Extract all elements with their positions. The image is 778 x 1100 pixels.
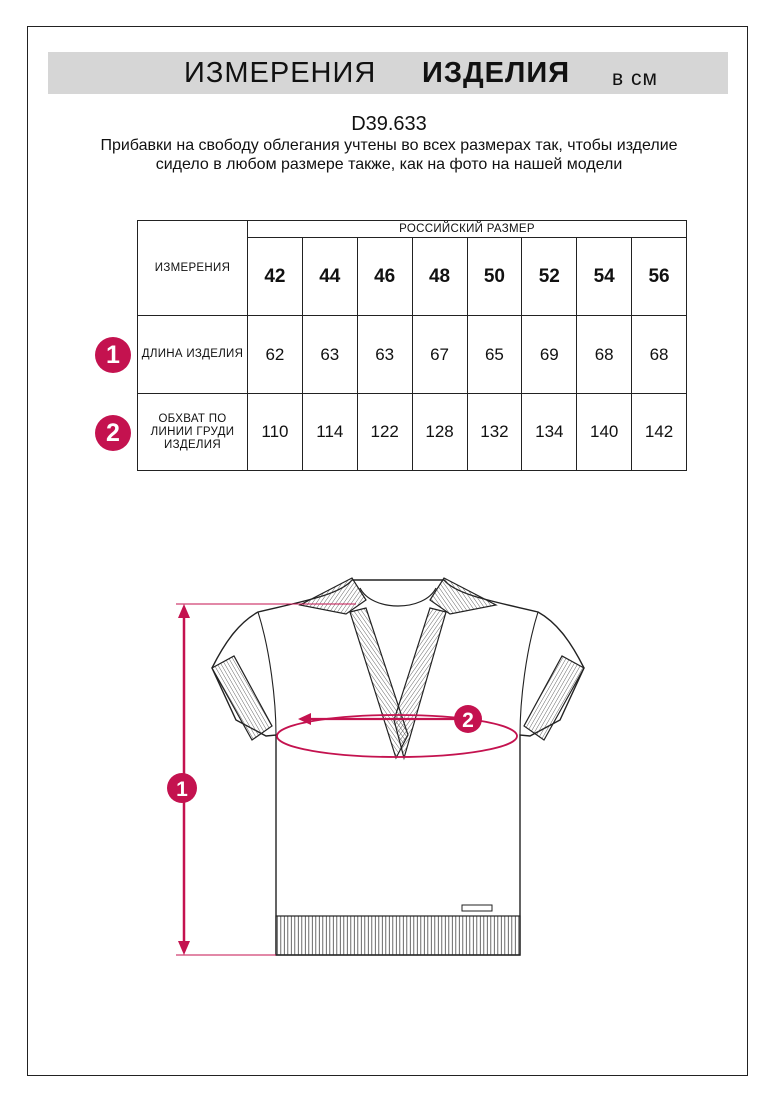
header-measure-word: ИЗМЕРЕНИЯ bbox=[184, 57, 377, 89]
value-cell: 68 bbox=[577, 316, 632, 394]
size-cell: 54 bbox=[577, 238, 632, 316]
length-marker-badge: 1 bbox=[95, 337, 131, 373]
value-cell: 69 bbox=[522, 316, 577, 394]
fit-note: Прибавки на свободу облегания учтены во всех размерах так, чтобы изделие сидело в любом размере также, как на фото на нашей модели bbox=[100, 137, 678, 173]
value-cell: 62 bbox=[248, 316, 303, 394]
row-label-length: ДЛИНА ИЗДЕЛИЯ bbox=[138, 316, 248, 394]
length-arrow-head-top bbox=[178, 604, 190, 618]
value-cell: 67 bbox=[412, 316, 467, 394]
value-cell: 68 bbox=[632, 316, 687, 394]
chest-marker-badge: 2 bbox=[95, 415, 131, 451]
size-cell: 52 bbox=[522, 238, 577, 316]
header-unit: в см bbox=[612, 67, 658, 90]
value-cell: 63 bbox=[302, 316, 357, 394]
chest-marker-text: 2 bbox=[462, 709, 474, 732]
value-cell: 110 bbox=[248, 394, 303, 471]
size-cell: 48 bbox=[412, 238, 467, 316]
header-item-word: ИЗДЕЛИЯ bbox=[422, 57, 571, 89]
value-cell: 122 bbox=[357, 394, 412, 471]
hem-rib bbox=[276, 916, 520, 955]
size-cell: 44 bbox=[302, 238, 357, 316]
value-cell: 128 bbox=[412, 394, 467, 471]
value-cell: 65 bbox=[467, 316, 522, 394]
size-cell: 56 bbox=[632, 238, 687, 316]
value-cell: 142 bbox=[632, 394, 687, 471]
value-cell: 114 bbox=[302, 394, 357, 471]
corner-label: ИЗМЕРЕНИЯ bbox=[138, 221, 248, 316]
length-arrow-head-bottom bbox=[178, 941, 190, 955]
value-cell: 132 bbox=[467, 394, 522, 471]
size-cell: 46 bbox=[357, 238, 412, 316]
row-label-chest: ОБХВАТ ПО ЛИНИИ ГРУДИ ИЗДЕЛИЯ bbox=[138, 394, 248, 471]
value-cell: 140 bbox=[577, 394, 632, 471]
size-cell: 50 bbox=[467, 238, 522, 316]
label-tab bbox=[462, 905, 492, 911]
product-code: D39.633 bbox=[351, 113, 427, 135]
size-cell: 42 bbox=[248, 238, 303, 316]
value-cell: 134 bbox=[522, 394, 577, 471]
russian-size-header: РОССИЙСКИЙ РАЗМЕР bbox=[248, 221, 687, 238]
length-marker-text: 1 bbox=[176, 778, 188, 801]
value-cell: 63 bbox=[357, 316, 412, 394]
garment-body-outline bbox=[212, 580, 584, 955]
